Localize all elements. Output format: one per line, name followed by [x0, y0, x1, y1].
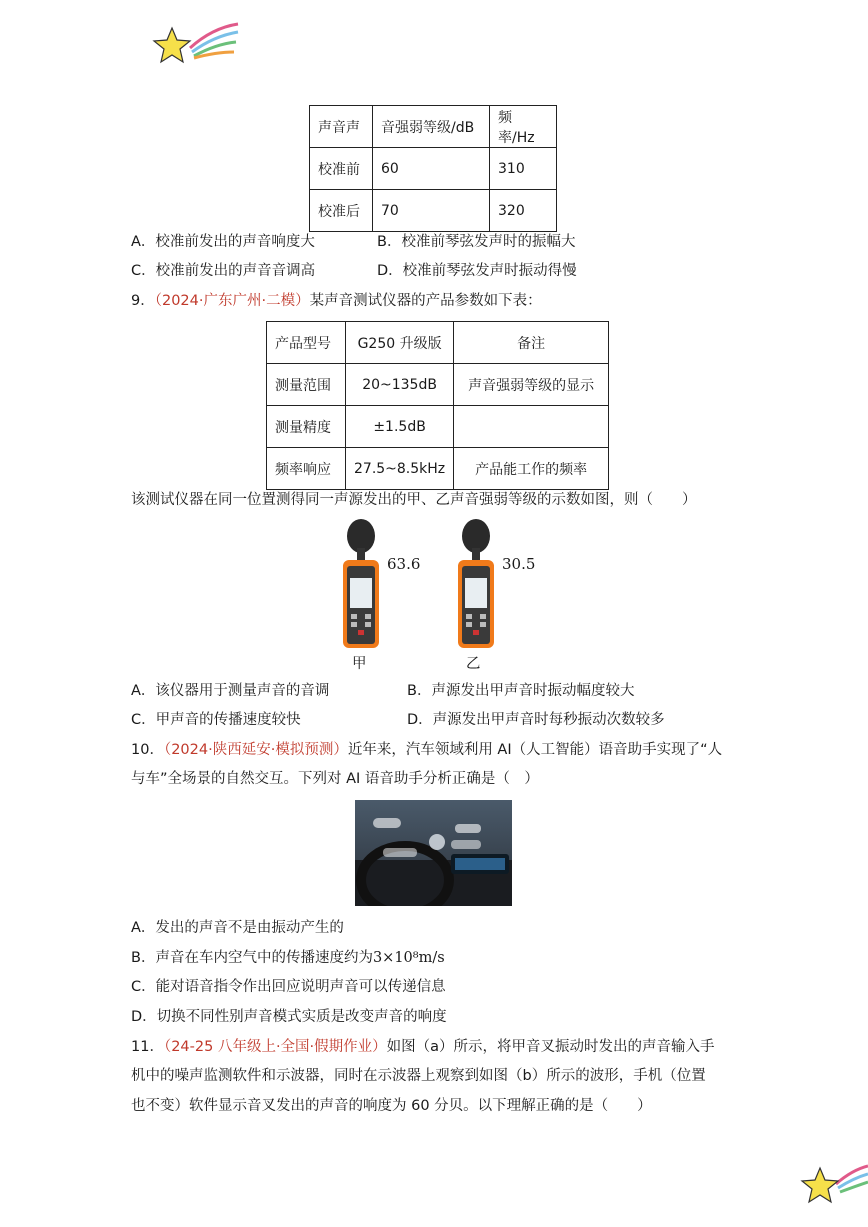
question-10-header [131, 740, 722, 760]
product-spec-table [266, 321, 609, 490]
question-number: 10． [131, 742, 164, 758]
table-cell: 测量精度 [267, 406, 346, 448]
meter-reading: 30.5 [502, 555, 536, 573]
table-cell: 校准前 [310, 148, 373, 190]
table-row [310, 106, 557, 148]
table-cell: 音强弱等级/dB [373, 106, 490, 148]
table-cell: 310 [490, 148, 557, 190]
question-number: 9． [131, 293, 155, 309]
table-cell: 测量范围 [267, 364, 346, 406]
meter-label: 甲 [352, 656, 367, 672]
question-10-stem2: 与车”全场景的自然交互。下列对 AI 语音助手分析正确是（ ） [131, 771, 539, 787]
option-a: A．该仪器用于测量声音的音调 [131, 683, 330, 699]
option-a: A．校准前发出的声音响度大 [131, 234, 315, 250]
table-row [310, 190, 557, 232]
option-a: A．发出的声音不是由振动产生的 [131, 920, 344, 936]
table-cell: 校准后 [310, 190, 373, 232]
speed-formula: 3×10⁸m/s [372, 950, 445, 966]
table-cell: 声音强弱等级的显示 [454, 364, 609, 406]
option-d: D．切换不同性别声音模式实质是改变声音的响度 [131, 1009, 447, 1025]
question-9-header [131, 291, 542, 311]
table-cell: 60 [373, 148, 490, 190]
question-11-stem3: 也不变）软件显示音叉发出的声音的响度为 60 分贝。以下理解正确的是（ ） [131, 1098, 652, 1114]
option-b [131, 948, 445, 968]
option-c: C．校准前发出的声音音调高 [131, 263, 316, 279]
table-cell: 备注 [454, 322, 609, 364]
option-d: D．声源发出甲声音时每秒振动次数较多 [407, 712, 665, 728]
option-text: B．声音在车内空气中的传播速度约为 [131, 950, 373, 966]
question-9-stem2: 该测试仪器在同一位置测得同一声源发出的甲、乙声音强弱等级的示数如图，则（ ） [131, 492, 697, 508]
table-cell: 声音声 [310, 106, 373, 148]
table-cell: 频率响应 [267, 448, 346, 490]
table-row [267, 322, 609, 364]
calibration-table [309, 105, 557, 232]
table-cell: 产品能工作的频率 [454, 448, 609, 490]
question-11-header [131, 1037, 715, 1057]
table-cell [454, 406, 609, 448]
question-stem: 近年来，汽车领域利用 AI（人工智能）语音助手实现了“人 [347, 742, 723, 758]
question-stem: 某声音测试仪器的产品参数如下表： [309, 293, 542, 309]
question-stem: 如图（a）所示，将甲音叉振动时发出的声音输入手 [386, 1039, 715, 1055]
table-cell: 频率/Hz [490, 106, 557, 148]
table-cell: 27.5~8.5kHz [346, 448, 454, 490]
table-cell: 产品型号 [267, 322, 346, 364]
question-number: 11． [131, 1039, 164, 1055]
shooting-star-icon [150, 18, 240, 66]
table-cell: G250 升级版 [346, 322, 454, 364]
shooting-star-icon [800, 1160, 868, 1204]
sound-meter-icon [455, 518, 497, 650]
option-d: D．校准前琴弦发声时振动得慢 [377, 263, 577, 279]
table-cell: 20~135dB [346, 364, 454, 406]
question-source: （2024·陕西延安·模拟预测） [163, 742, 348, 758]
table-row [267, 406, 609, 448]
option-b: B．声源发出甲声音时振动幅度较大 [407, 683, 635, 699]
option-b: B．校准前琴弦发声时的振幅大 [377, 234, 576, 250]
table-cell: ±1.5dB [346, 406, 454, 448]
meter-label: 乙 [466, 656, 481, 672]
sound-meter-icon [340, 518, 382, 650]
question-11-stem2: 机中的噪声监测软件和示波器，同时在示波器上观察到如图（b）所示的波形，手机（位置 [131, 1068, 706, 1084]
meter-reading: 63.6 [387, 555, 421, 573]
table-row [267, 448, 609, 490]
option-c: C．甲声音的传播速度较快 [131, 712, 301, 728]
table-row [267, 364, 609, 406]
table-cell: 70 [373, 190, 490, 232]
question-source: （24-25 八年级上·全国·假期作业） [163, 1039, 387, 1055]
car-interior-image [355, 800, 512, 906]
question-source: （2024·广东广州·二模） [154, 293, 310, 309]
table-cell: 320 [490, 190, 557, 232]
option-c: C．能对语音指令作出回应说明声音可以传递信息 [131, 979, 446, 995]
table-row [310, 148, 557, 190]
